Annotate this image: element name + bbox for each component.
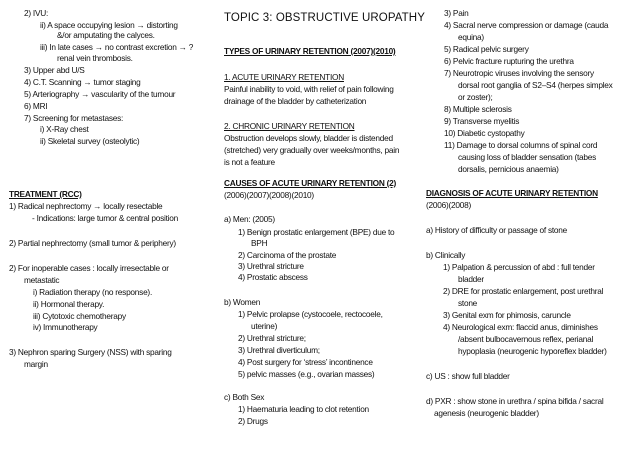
text-line: 2) Partial nephrectomy (small tumor & periphery) [9,238,176,248]
text-line: or zoster); [458,92,493,102]
text-line: 5) Radical pelvic surgery [444,44,529,54]
text-line: dorsal root ganglia of S2–S4 (herpes simplex [458,80,613,90]
text-line: i) Radiation therapy (no response). [33,287,152,297]
text-line: 6) Pelvic fracture rupturing the urethra [444,56,574,66]
text-line: iii) Cytotoxic chemotherapy [33,311,126,321]
text-line: uterine) [251,321,278,331]
text-line: bladder [458,274,484,284]
text-line: c) Both Sex [224,392,265,402]
text-line: c) US : show full bladder [426,371,510,381]
text-line: ii) Skeletal survey (osteolytic) [40,136,140,146]
text-line: 1) Palpation & percussion of abd : full tender [443,262,595,272]
text-line: agenesis (neurogenic bladder) [434,408,539,418]
text-line: 4) Prostatic abscess [238,272,308,282]
text-line: a) History of difficulty or passage of stone [426,225,568,235]
text-line: margin [24,359,48,369]
text-line: 3) Upper abd U/S [24,65,85,75]
text-line: Obstruction develops slowly, bladder is distended [224,133,393,143]
section-heading: CAUSES OF ACUTE URINARY RETENTION (2) [224,178,397,188]
text-line: stone [458,298,478,308]
text-line: b) Clinically [426,250,466,260]
text-line: 4) Sacral nerve compression or damage (cauda [444,20,609,30]
text-line: BPH [251,238,268,248]
text-line: 3) Urethral diverticulum; [238,345,320,355]
text-line: 6) MRI [24,101,48,111]
text-line: 5) Arteriography → vascularity of the tumour [24,89,176,99]
text-line: metastatic [24,275,60,285]
text-line: 1) Pelvic prolapse (cystocoele, rectocoele, [238,309,383,319]
text-line: /absent bulbocavernous reflex, perianal [458,334,594,344]
text-line: 2) DRE for prostatic enlargement, post urethral [443,286,604,296]
text-line: Painful inability to void, with relief of pain following [224,84,394,94]
text-line: 2) For inoperable cases : locally irresectable or [9,263,169,273]
text-line: 2) Urethral stricture; [238,333,306,343]
text-line: causing loss of bladder sensation (tabes [458,152,597,162]
section-heading: TYPES OF URINARY RETENTION (2007)(2010) [224,46,396,56]
text-line: equina) [458,32,484,42]
text-line: 1) Haematuria leading to clot retention [238,404,369,414]
text-line: (2006)(2008) [426,200,471,210]
text-line: 1) Radical nephrectomy → locally resectable [9,201,163,211]
text-line: 2) Carcinoma of the prostate [238,250,337,260]
text-line: ii) Hormonal therapy. [33,299,105,309]
text-line: (stretched) very gradually over weeks/months, pain [224,145,400,155]
text-line: 7) Neurotropic viruses involving the sensory [444,68,594,78]
text-line: 7) Screening for metastases: [24,113,124,123]
text-line: 10) Diabetic cystopathy [444,128,525,138]
text-line: iv) Immunotherapy [33,322,98,332]
text-line: renal vein thrombosis. [57,53,133,63]
text-line: i) X-Ray chest [40,124,89,134]
text-line: 2) IVU: [24,8,49,18]
text-line: iii) In late cases → no contrast excretion → ? [40,42,194,52]
section-heading: DIAGNOSIS OF ACUTE URINARY RETENTION [426,188,598,198]
text-line: 4) C.T. Scanning → tumor staging [24,77,141,87]
section-heading: TREATMENT (RCC) [9,189,82,199]
text-line: b) Women [224,297,261,307]
text-line: 8) Multiple sclerosis [444,104,512,114]
text-line: 9) Transverse myelitis [444,116,520,126]
text-line: 4) Neurological exm: flaccid anus, diminishes [443,322,598,332]
text-line: 3) Pain [444,8,469,18]
text-line: 11) Damage to dorsal columns of spinal cord [444,140,598,150]
text-line: &/or amputating the calyces. [57,30,155,40]
text-line: 3) Nephron sparing Surgery (NSS) with sparing [9,347,172,357]
text-line: hypoplasia (neurogenic hyporeflex bladder) [458,346,607,356]
text-line: a) Men: (2005) [224,214,275,224]
text-line: (2006)(2007)(2008)(2010) [224,190,314,200]
text-line: 3) Genital exm for phimosis, caruncle [443,310,571,320]
text-line: 1) Benign prostatic enlargement (BPE) due to [238,227,395,237]
subsection-heading: 2. CHRONIC URINARY RETENTION [224,121,355,131]
text-line: 5) pelvic masses (e.g., ovarian masses) [238,369,375,379]
text-line: 2) Drugs [238,416,268,426]
text-line: d) PXR : show stone in urethra / spina bifida / sacral [426,396,604,406]
text-line: drainage of the bladder by catheterization [224,96,367,106]
text-line: is not a feature [224,157,275,167]
text-line: 4) Post surgery for ‘stress’ incontinence [238,357,373,367]
page-title: TOPIC 3: OBSTRUCTIVE UROPATHY [224,12,425,24]
text-line: 3) Urethral stricture [238,261,304,271]
text-line: dorsalis, pernicious anaemia) [458,164,559,174]
subsection-heading: 1. ACUTE URINARY RETENTION [224,72,344,82]
text-line: ii) A space occupying lesion → distorting [40,20,178,30]
text-line: - Indications: large tumor & central position [32,213,179,223]
